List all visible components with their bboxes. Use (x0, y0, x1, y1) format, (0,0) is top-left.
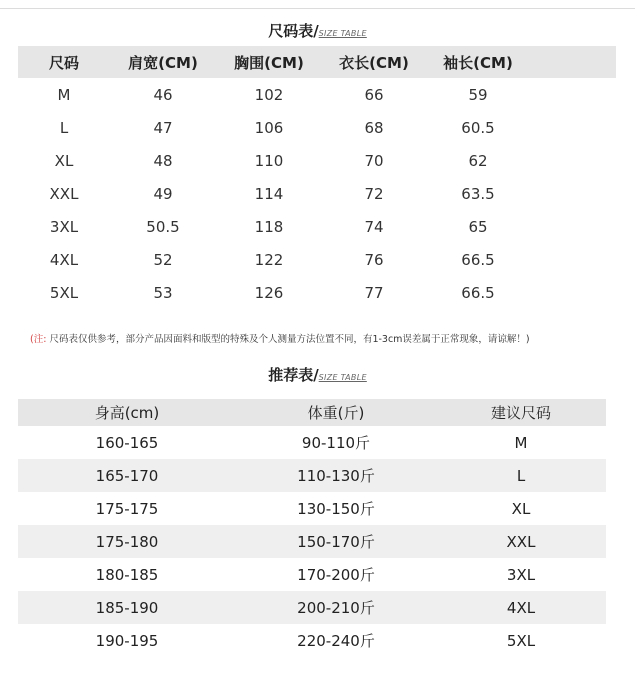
cell-size: 3XL (49, 217, 79, 236)
cell-chest: 110 (254, 151, 284, 170)
header-height: 身高(cm) (94, 404, 160, 422)
cell-shoulder: 46 (153, 85, 173, 104)
table-row (18, 426, 606, 459)
header-suggested-size: 建议尺码 (490, 404, 551, 422)
cell-length: 77 (364, 283, 384, 302)
cell-weight: 130-150斤 (297, 500, 375, 518)
cell-size: XXL (49, 184, 79, 203)
recommend-table (18, 399, 606, 657)
cell-height: 175-180 (95, 532, 159, 551)
cell-chest: 122 (254, 250, 284, 269)
cell-length: 70 (364, 151, 384, 170)
cell-height: 190-195 (95, 631, 159, 650)
cell-suggested-size: 3XL (506, 565, 536, 584)
cell-suggested-size: XXL (506, 532, 536, 551)
table-row (18, 210, 616, 243)
cell-suggested-size: L (516, 466, 526, 485)
cell-length: 66 (364, 85, 384, 104)
cell-chest: 114 (254, 184, 284, 203)
cell-suggested-size: XL (511, 499, 531, 518)
cell-height: 180-185 (95, 565, 159, 584)
cell-length: 72 (364, 184, 384, 203)
cell-shoulder: 47 (153, 118, 173, 137)
header-sleeve: 袖长(CM) (443, 53, 513, 72)
table-row (18, 111, 616, 144)
cell-height: 165-170 (95, 466, 159, 485)
cell-chest: 118 (254, 217, 284, 236)
header-chest: 胸围(CM) (234, 53, 304, 72)
cell-shoulder: 50.5 (146, 217, 180, 236)
note-prefix: (注: (30, 334, 47, 345)
cell-size: 5XL (49, 283, 79, 302)
cell-sleeve: 66.5 (461, 283, 495, 302)
size-table-title-cn: 尺码表/ (268, 22, 319, 40)
size-table-title (0, 20, 635, 41)
cell-weight: 170-200斤 (297, 566, 375, 584)
cell-sleeve: 63.5 (461, 184, 495, 203)
table-row (18, 558, 606, 591)
cell-chest: 102 (254, 85, 284, 104)
recommend-table-title (0, 364, 635, 385)
cell-height: 160-165 (95, 433, 159, 452)
cell-suggested-size: 4XL (506, 598, 536, 617)
size-table-title-en: SIZE TABLE (318, 29, 367, 38)
cell-chest: 106 (254, 118, 284, 137)
table-row (18, 624, 606, 657)
header-shoulder: 肩宽(CM) (128, 53, 198, 72)
top-cut-edge (0, 0, 635, 9)
table-row (18, 177, 616, 210)
cell-sleeve: 66.5 (461, 250, 495, 269)
table-row (18, 591, 606, 624)
recommend-table-title-cn: 推荐表/ (268, 366, 319, 384)
table-row (18, 525, 606, 558)
recommend-table-title-en: SIZE TABLE (318, 373, 367, 382)
header-weight: 体重(斤) (307, 404, 365, 422)
size-note (30, 331, 530, 345)
cell-weight: 90-110斤 (301, 434, 371, 452)
cell-height: 185-190 (95, 598, 159, 617)
cell-size: M (57, 85, 71, 104)
size-table-header (18, 46, 616, 78)
cell-length: 68 (364, 118, 384, 137)
cell-suggested-size: M (514, 433, 528, 452)
cell-shoulder: 49 (153, 184, 173, 203)
table-row (18, 492, 606, 525)
table-row (18, 78, 616, 111)
cell-sleeve: 59 (468, 85, 488, 104)
cell-length: 76 (364, 250, 384, 269)
cell-length: 74 (364, 217, 384, 236)
size-table (18, 46, 616, 309)
cell-suggested-size: 5XL (506, 631, 536, 650)
cell-weight: 200-210斤 (297, 599, 375, 617)
cell-sleeve: 60.5 (461, 118, 495, 137)
cell-height: 175-175 (95, 499, 159, 518)
note-text: 尺码表仅供参考，部分产品因面料和版型的特殊及个人测量方法位置不同，有1-3cm误差属于正常现象，请谅解！) (46, 334, 530, 345)
cell-size: L (59, 118, 69, 137)
recommend-table-header (18, 399, 606, 426)
table-row (18, 243, 616, 276)
cell-shoulder: 48 (153, 151, 173, 170)
cell-size: 4XL (49, 250, 79, 269)
cell-weight: 220-240斤 (297, 632, 375, 650)
cell-weight: 150-170斤 (297, 533, 375, 551)
cell-chest: 126 (254, 283, 284, 302)
cell-shoulder: 53 (153, 283, 173, 302)
cell-size: XL (54, 151, 74, 170)
cell-weight: 110-130斤 (297, 467, 375, 485)
table-row (18, 144, 616, 177)
cell-sleeve: 62 (468, 151, 488, 170)
cell-sleeve: 65 (468, 217, 488, 236)
header-size: 尺码 (48, 53, 79, 72)
header-length: 衣长(CM) (339, 53, 409, 72)
table-row (18, 459, 606, 492)
cell-shoulder: 52 (153, 250, 173, 269)
table-row (18, 276, 616, 309)
